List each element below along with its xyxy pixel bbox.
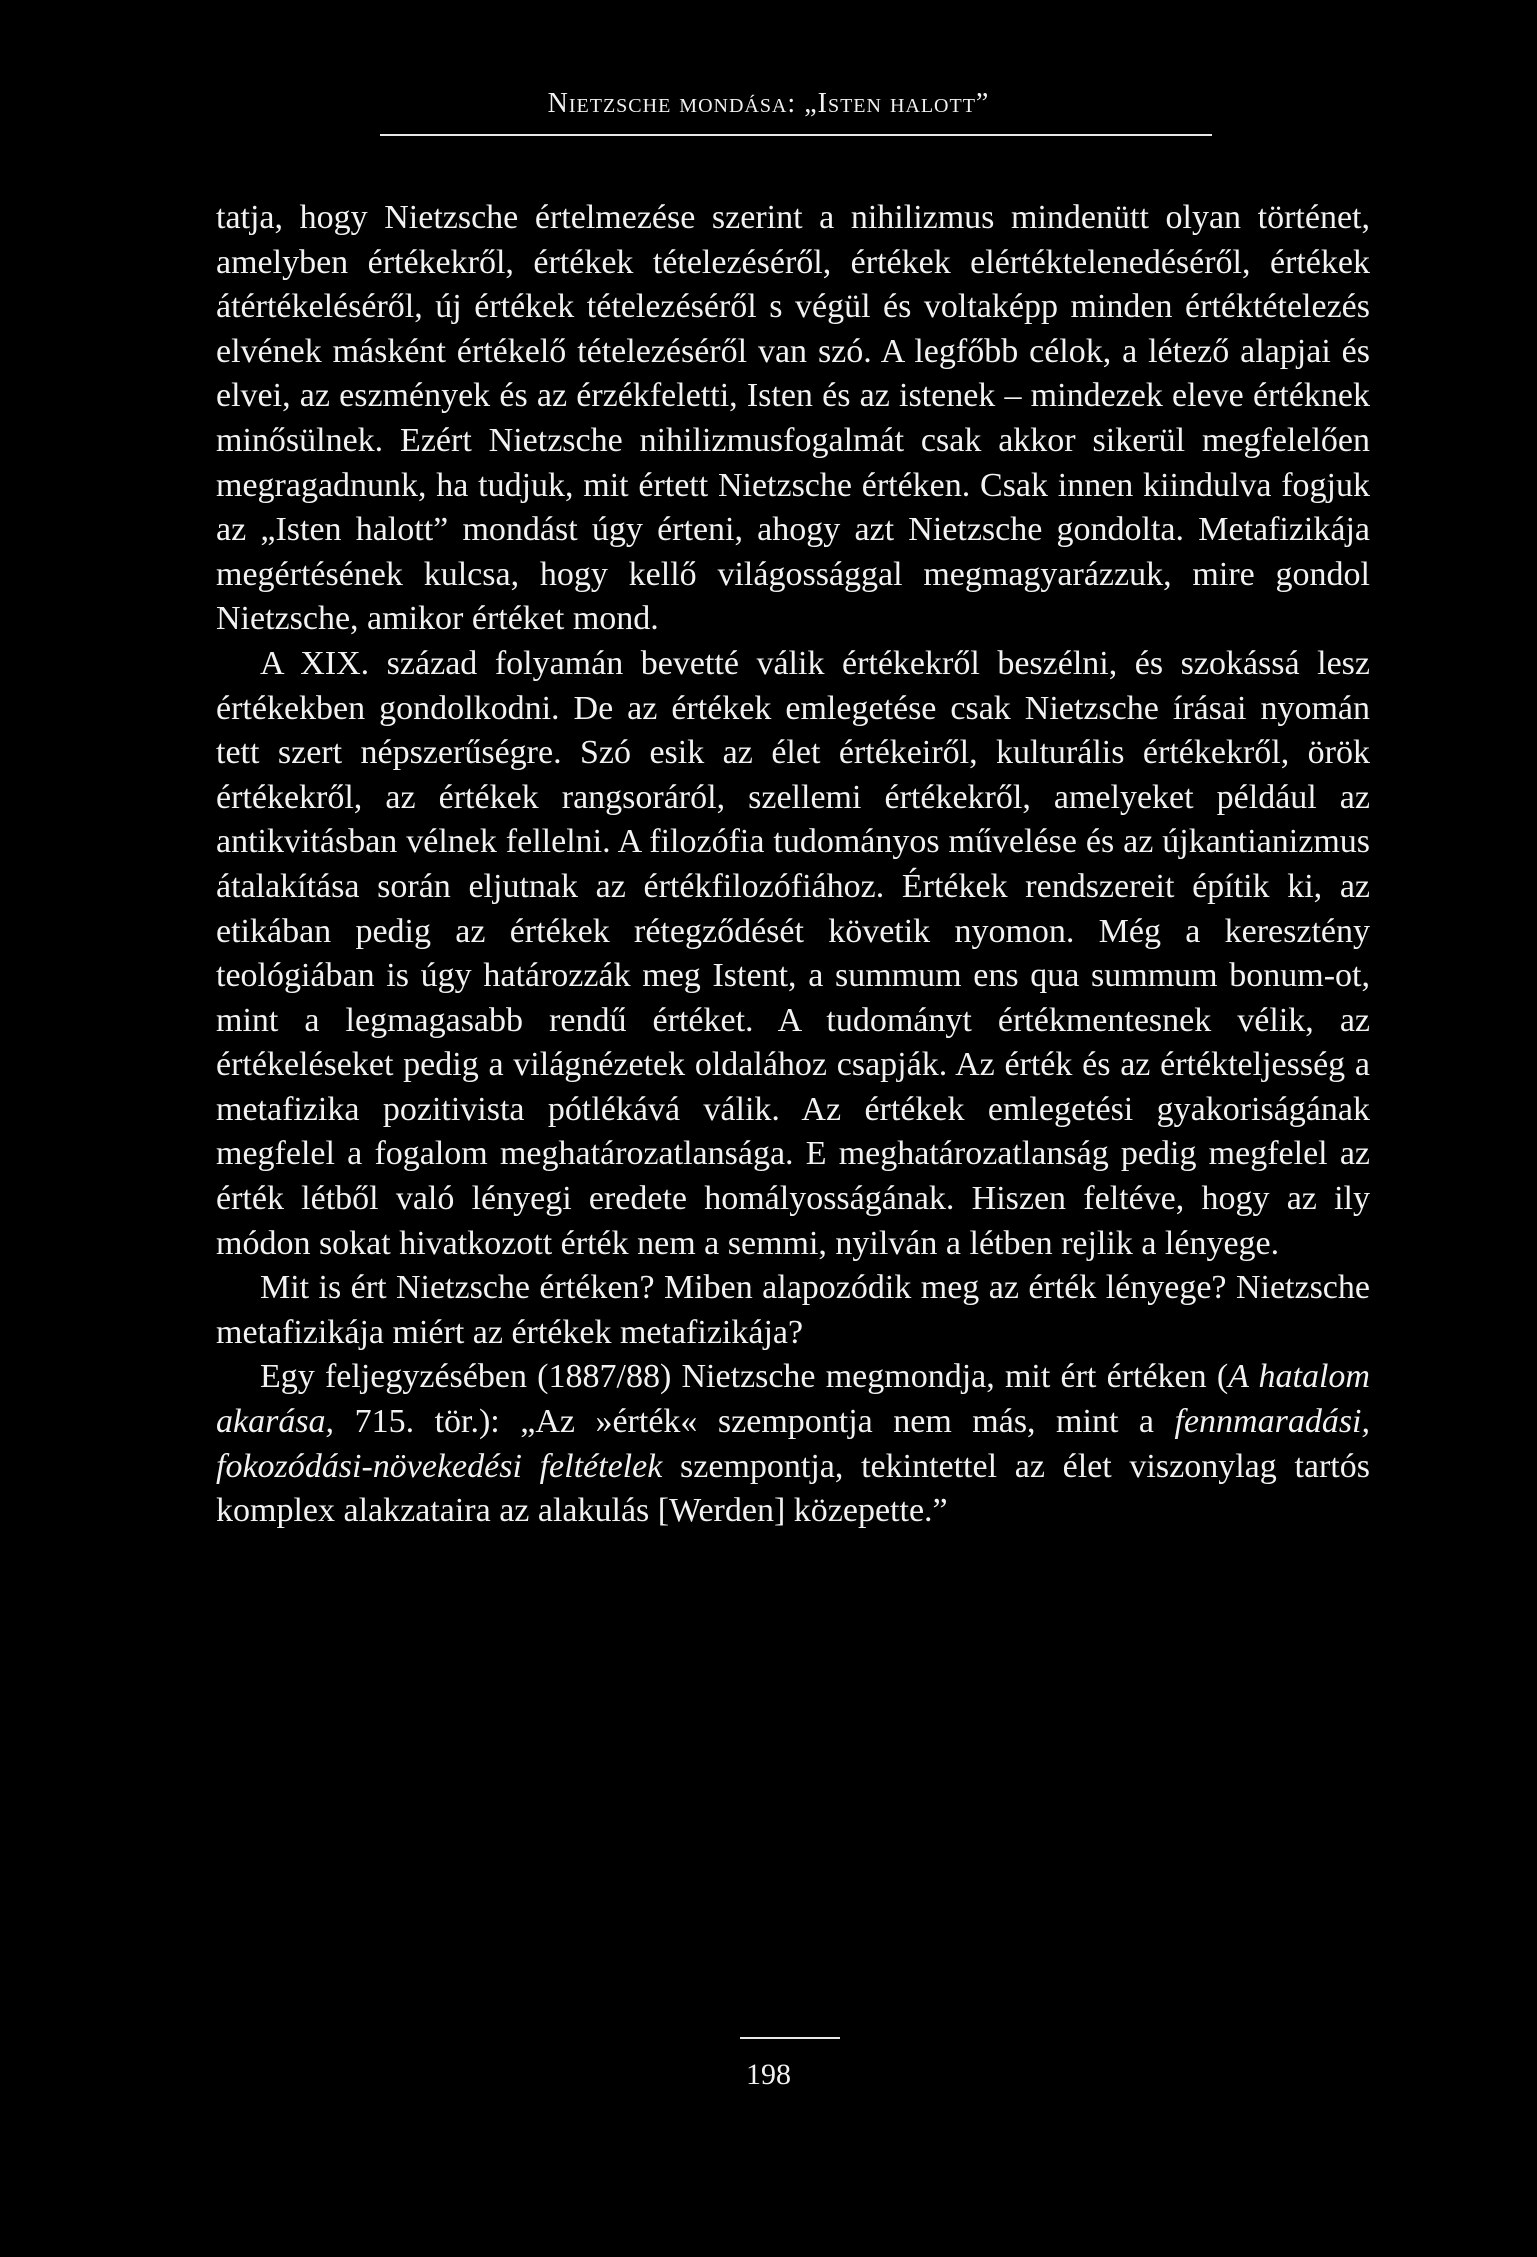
header-rule bbox=[380, 134, 1212, 136]
paragraph-1: tatja, hogy Nietzsche értelmezése szerint a nihilizmus mindenütt olyan történet, amelyben értékekről, értékek tételezéséről, értékek elértéktelenedéséről, értékek átértékeléséről, új értékek tételezéséről s végül és voltaképp minden értéktételezés elvének másként értékelő tételezéséről van szó. A legfőbb célok, a létező alapjai és elvei, az eszmények és az érzékfeletti, Isten és az istenek – mindezek eleve értéknek minősülnek. Ezért Nietzsche nihilizmusfogalmát csak akkor sikerül megfelelően megragadnunk, ha tudjuk, mit értett Nietzsche értéken. Csak innen kiindulva fogjuk az „Isten halott” mondást úgy érteni, ahogy azt Nietzsche gondolta. Metafizikája megértésének kulcsa, hogy kellő világossággal megmagyarázzuk, mire gondol Nietzsche, amikor értéket mond. bbox=[216, 199, 1370, 638]
text-block bbox=[216, 196, 1370, 1534]
footer-rule bbox=[740, 2037, 840, 2039]
paragraph-4-text-a: Egy feljegyzésében (1887/88) Nietzsche megmondja, mit ért értéken ( bbox=[260, 1358, 1229, 1396]
running-head: Nietzsche mondása: „Isten halott” bbox=[547, 88, 990, 119]
paragraph-4-text-c: szempontja, tekintettel az élet viszonylag tartós komplex alakzataira az alakulás [Werden] közepette.” bbox=[216, 1447, 1370, 1530]
emphasized-phrase: fennmaradási, fokozódási-növekedési feltételek bbox=[216, 1403, 1370, 1485]
page-number: 198 bbox=[746, 2058, 791, 2091]
paragraph-2: A XIX. század folyamán bevetté válik értékekről beszélni, és szokássá lesz értékekben gondolkodni. De az értékek emlegetése csak Nietzsche írásai nyomán tett szert népszerűségre. Szó esik az élet értékeiről, kulturális értékekről, örök értékekről, az értékek rangsoráról, szellemi értékekről, amelyeket például az antikvitásban vélnek fellelni. A filozófia tudományos művelése és az újkantianizmus átalakítása során eljutnak az értékfilozófiához. Értékek rendszereit építik ki, az etikában pedig az értékek rétegződését követik nyomon. Még a keresztény teológiában is úgy határozzák meg Istent, a summum ens qua summum bonum-ot, mint a legmagasabb rendű értéket. A tudományt értékmentesnek vélik, az értékeléseket pedig a világnézetek oldalához csapják. Az érték és az értékteljesség a metafizika pozitivista pótlékává válik. Az értékek emlegetési gyakoriságának megfelel a fogalom meghatározatlansága. E meghatározatlanság pedig megfelel az érték létből való lényegi eredete homályosságának. Hiszen feltéve, hogy az ily módon sokat hivatkozott érték nem a semmi, nyilván a létben rejlik a lényege. bbox=[216, 644, 1370, 1262]
paragraph-4-text-b: 715. tör.): „Az »érték« szempontja nem más, mint a bbox=[334, 1403, 1175, 1441]
paragraph-4 bbox=[216, 1355, 1370, 1533]
book-title: A hatalom akarása, bbox=[216, 1358, 1370, 1441]
paragraph-3: Mit is ért Nietzsche értéken? Miben alapozódik meg az érték lényege? Nietzsche metafizikája miért az értékek metafizikája? bbox=[216, 1269, 1370, 1351]
